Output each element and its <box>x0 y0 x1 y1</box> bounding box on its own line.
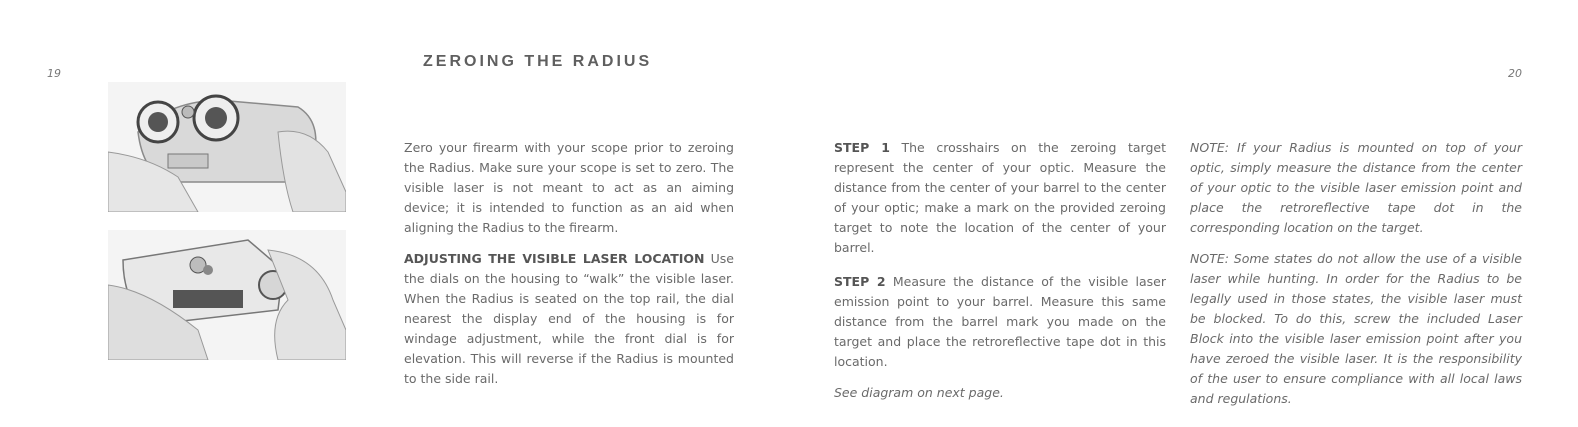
step-1-paragraph <box>834 138 1166 258</box>
page-number-left: 19 <box>47 67 61 80</box>
adjusting-paragraph <box>404 249 734 389</box>
adjusting-body: Use the dials on the housing to “walk” the visible laser. When the Radius is seated on the top rail, the dial nearest the display end of the housing is for windage adjustment, while the front dial is for elevation. This will reverse if the Radius is mounted to the side rail. <box>404 251 735 386</box>
step-1-text: The crosshairs on the zeroing target represent the center of your optic. Measure the distance from the center of your barrel to the center of your optic; make a mark on the provided zeroing target to note the location of the center of your barrel. <box>834 140 1167 255</box>
intro-paragraph: Zero your firearm with your scope prior to zeroing the Radius. Make sure your scope is set to zero. The visible laser is not meant to act as an aiming device; it is intended to function as an aid when aligning the Radius to the firearm. <box>404 140 734 235</box>
page-number-right: 20 <box>1508 67 1522 80</box>
photo-hands-adjusting-dials <box>108 82 346 212</box>
photo-illustration-2 <box>108 230 346 360</box>
step-2-text: Measure the distance of the visible laser emission point to your barrel. Measure this same distance from the barrel mark you made on the target and place the retroreflective tape dot in this location. <box>834 274 1166 369</box>
step-2-label: STEP 2 <box>834 274 886 289</box>
column-notes <box>1190 138 1522 420</box>
photo-hands-holding-radius <box>108 230 346 360</box>
page-title: ZEROING THE RADIUS <box>423 53 653 70</box>
adjusting-heading: ADJUSTING THE VISIBLE LASER LOCATION <box>404 251 705 266</box>
note-top-mount: NOTE: If your Radius is mounted on top of your optic, simply measure the distance from the center of your optic to the visible laser emission point and place the retroreflective tape dot in the corresponding location on the target. <box>1190 140 1522 235</box>
column-intro <box>404 138 734 400</box>
step-2-paragraph <box>834 272 1166 372</box>
see-diagram-note: See diagram on next page. <box>834 385 1004 400</box>
step-1-label: STEP 1 <box>834 140 890 155</box>
photo-illustration-1 <box>108 82 346 212</box>
column-steps <box>834 138 1166 414</box>
note-legal-compliance: NOTE: Some states do not allow the use of a visible laser while hunting. In order for the Radius to be legally used in those states, the visible laser must be blocked. To do this, screw the included Laser Block into the visible laser emission point after you have zeroed the visible laser. It is the responsibility of the user to ensure compliance with all local laws and regulations. <box>1190 251 1522 406</box>
